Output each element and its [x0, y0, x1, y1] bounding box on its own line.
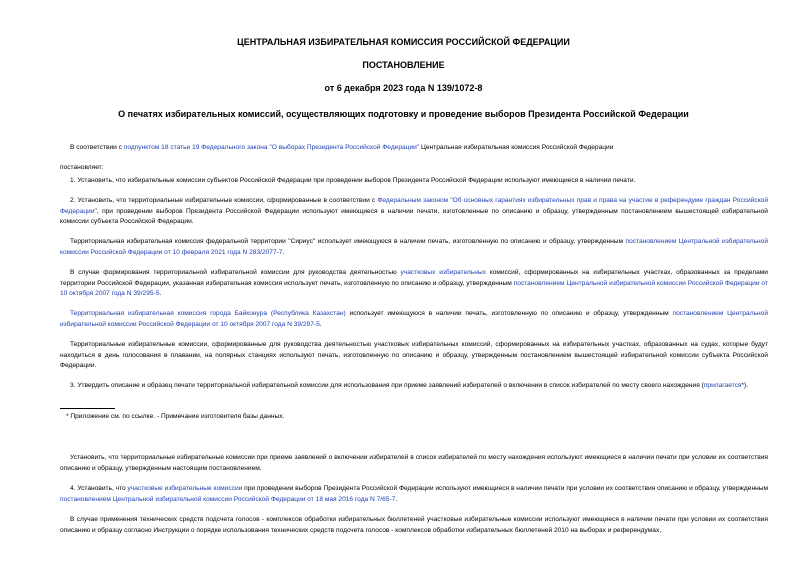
abroad-commission-paragraph: В случае формирования территориальной избирательной комиссии для руководства деятельностью участковых избирательных комиссий, сформированных на избирательных участках, образованных за пределами территории Российской Федерации, указанная избирательная комиссия использует печать, изготовленную по описанию и образцу, утвержденным постановлением Центральной избирательной комиссии Российской Федерации от 10 октября 2007 года N 39/295-5.: [60, 269, 768, 297]
technical-means-paragraph: В случае применения технических средств подсчета голосов - комплексов обработки избирательных бюллетеней участковые избирательные комиссии используют имеющиеся в наличии печати при условии их соответствия описанию и образцу согласно Инструкции о порядке использования технических средств подсчета голосов - комплексов обработки избирательных бюллетеней 2010 на выборах и референдумах,: [60, 516, 768, 534]
document-title: О печатях избирательных комиссий, осуществляющих подготовку и проведение выборов Президента Российской Федерации: [118, 109, 689, 119]
item-3-paragraph: 3. Утвердить описание и образец печати территориальной избирательной комиссии для использования при приеме заявлений избирателей о включении в список избирателей по месту своего нахождения (прилагается*).: [70, 382, 749, 389]
appendix-link[interactable]: прилагается: [703, 382, 742, 389]
precinct-commissions-link[interactable]: участковых избирательных: [400, 269, 486, 276]
item-4-paragraph: 4. Установить, что участковые избирательные комиссии при проведении выборов Президента Российской Федерации используют имеющиеся в наличии печати при условии их соответствия описанию и образцу, утвержденным постановлением Центральной избирательной комиссии Российской Федерации от 18 мая 2016 года N 7/65-7.: [60, 485, 769, 503]
footnote: * Приложение см. по ссылке. - Примечание изготовителя базы данных.: [66, 413, 285, 420]
footnote-divider: [60, 408, 115, 409]
sirius-paragraph: Территориальная избирательная комиссия федеральной территории "Сириус" использует имеющуюся в наличии печать, изготовленную по описанию и образцу, утвержденным постановлением Центральной избирательной комиссии Российской Федерации от 10 февраля 2021 года N 283/2077-7.: [60, 238, 768, 256]
preamble-paragraph: В соответствии с подпунктом 18 статьи 19 Федерального закона "О выборах Президента Российской Федерации" Центральная избирательная комиссия Российской Федерации: [70, 144, 614, 151]
item-3-continued-paragraph: Установить, что территориальные избирательные комиссии при приеме заявлений о включении избирателей в список избирателей по месту нахождения используют имеющиеся в наличии печати при условии их соответствия описанию и образцу, утвержденным настоящим постановлением.: [60, 454, 768, 472]
document-date-number: от 6 декабря 2023 года N 139/1072-8: [324, 83, 483, 93]
ships-paragraph: Территориальные избирательные комиссии, сформированные для руководства деятельностью участковых избирательных комиссий, сформированных на избирательных участках, образованных на судах, которые будут находиться в день голосования в плавании, на полярных станциях используют печать, изготовленную по описанию и образцу, утвержденным постановлением вышестоящей избирательной комиссии субъекта Российской Федерации.: [60, 341, 768, 369]
law-article-link[interactable]: подпунктом 18 статьи 19 Федерального закона "О выборах Президента Российской Федерации": [123, 144, 420, 151]
precinct-resolution-link[interactable]: постановлением Центральной избирательной комиссии Российской Федерации от 18 мая 2016 года N 7/65-7: [60, 495, 396, 503]
baikonur-resolution-link[interactable]: постановлением Центральной избирательной комиссии Российской Федерации от 10 октября 2007 года N 39/297-5: [60, 310, 768, 328]
decides-paragraph: постановляет:: [60, 164, 104, 171]
baikonur-paragraph: Территориальная избирательная комиссия города Байконура (Республика Казахстан) использует имеющуюся в наличии печать, изготовленную по описанию и образцу, утвержденным постановлением Центральной избирательной комиссии Российской Федерации от 10 октября 2007 года N 39/297-5.: [60, 310, 768, 328]
item-1-paragraph: 1. Установить, что избирательные комиссии субъектов Российской Федерации при проведении выборов Президента Российской Федерации используют имеющиеся в наличии печати.: [70, 177, 636, 184]
issuer-heading: ЦЕНТРАЛЬНАЯ ИЗБИРАТЕЛЬНАЯ КОМИССИЯ РОССИЙСКОЙ ФЕДЕРАЦИИ: [237, 37, 570, 47]
precinct-commissions-link-2[interactable]: участковые избирательные комиссии: [127, 485, 243, 492]
item-2-paragraph: 2. Установить, что территориальные избирательные комиссии, сформированные в соответствии с Федеральным законом "Об основных гарантиях избирательных прав и права на участие в референдуме граждан Российской Федерации", при проведении выборов Президента Российской Федерации используют имеющиеся в наличии печати, изготовленные по описанию и образцу, утвержденным постановлением вышестоящей избирательной комиссии субъекта Российской Федерации.: [60, 197, 769, 225]
document-type-heading: ПОСТАНОВЛЕНИЕ: [362, 60, 445, 70]
baikonur-commission-link[interactable]: Территориальная избирательная комиссия города Байконура (Республика Казахстан): [70, 310, 346, 317]
abroad-resolution-link[interactable]: постановлением Центральной избирательной комиссии Российской Федерации от 10 октября 2007 года N 39/295-5: [60, 279, 768, 297]
federal-law-link[interactable]: Федеральным законом "Об основных гарантиях избирательных прав и права на участие в референдуме граждан Российской Федерации": [60, 197, 769, 215]
sirius-resolution-link[interactable]: постановлением Центральной избирательной комиссии Российской Федерации от 10 февраля 2021 года N 283/2077-7: [60, 238, 768, 256]
